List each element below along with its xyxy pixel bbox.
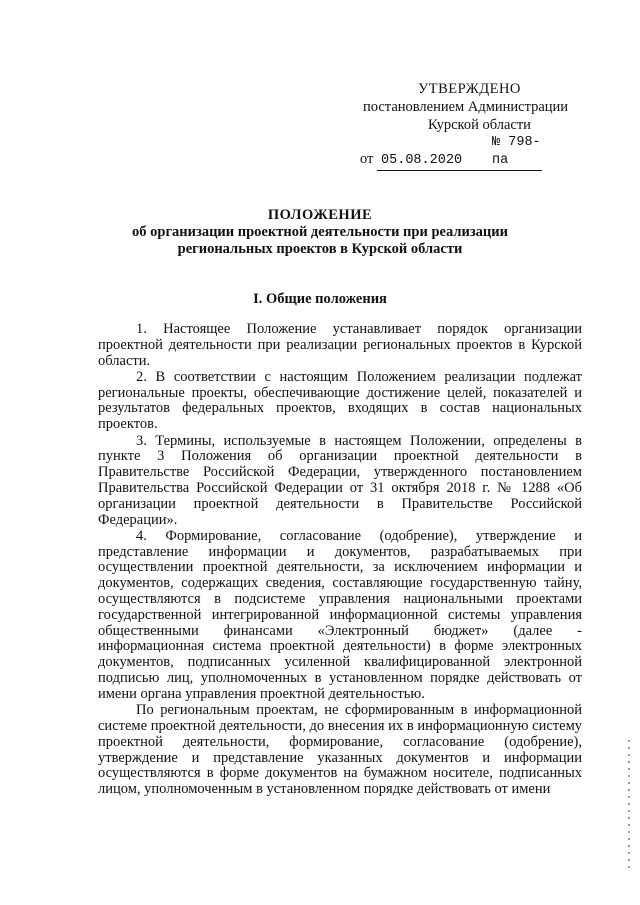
paragraph-3: 3. Термины, используемые в настоящем Положении, определены в пункте 3 Положения об организации проектной деятельности в Правительстве Российской Федерации, утвержденного постановлением Правительства Российской Федерации от 31 октября 2018 г. № 1288 «Об организации проектной деятельности в Правительстве Российской Федерации». bbox=[98, 432, 582, 528]
number-prefix: № bbox=[492, 135, 501, 150]
document-title: ПОЛОЖЕНИЕ bbox=[267, 207, 373, 223]
approval-region: Курской области bbox=[428, 117, 531, 133]
paragraph-5: По региональным проектам, не сформированным в информационной системе проектной деятельности, до внесения их в информационную систему проектной деятельности, формирование, согласование (одобрение), утверждение и представление указанных документов и информации осуществляются в форме документов на бумажном носителе, подписанных лицом, уполномоченным в установленном порядке действовать от имени bbox=[98, 702, 582, 798]
approval-number: 798-па bbox=[492, 135, 541, 168]
approval-heading: УТВЕРЖДЕНО bbox=[418, 81, 521, 97]
document-body bbox=[98, 322, 582, 798]
approval-issuer: постановлением Администрации bbox=[363, 99, 569, 115]
approval-date-line bbox=[360, 134, 590, 171]
paragraph-1: 1. Настоящее Положение устанавливает порядок организации проектной деятельности при реализации региональных проектов в Курской области. bbox=[98, 321, 582, 369]
paragraph-4: 4. Формирование, согласование (одобрение), утверждение и представление информации и документов, разрабатываемых при осуществлении проектной деятельности, за исключением информации и документов, содержащих сведения, составляющие государственную тайну, осуществляются в подсистеме управления национальными проектами государственной интегрированной информационной системы управления общественными финансами «Электронный бюджет» (далее - информационная система проектной деятельности) в форме электронных документов, подписанных усиленной квалифицированной электронной подписью лиц, уполномоченных в установленном порядке действовать от имени органа управления проектной деятельностью. bbox=[98, 527, 582, 702]
date-prefix: от bbox=[360, 151, 374, 167]
scan-margin-marks bbox=[628, 740, 630, 870]
paragraph-2: 2. В соответствии с настоящим Положением реализации подлежат региональные проекты, обеспечивающие достижение целей, показателей и результатов федеральных проектов, входящих в состав национальных проектов. bbox=[98, 368, 582, 433]
section-heading: I. Общие положения bbox=[253, 291, 387, 307]
approval-date: 05.08.2020 bbox=[377, 152, 489, 171]
approval-stamp bbox=[360, 80, 590, 171]
document-subtitle-line2: региональных проектов в Курской области bbox=[177, 241, 463, 257]
document-subtitle-line1: об организации проектной деятельности при реализации bbox=[132, 224, 508, 240]
